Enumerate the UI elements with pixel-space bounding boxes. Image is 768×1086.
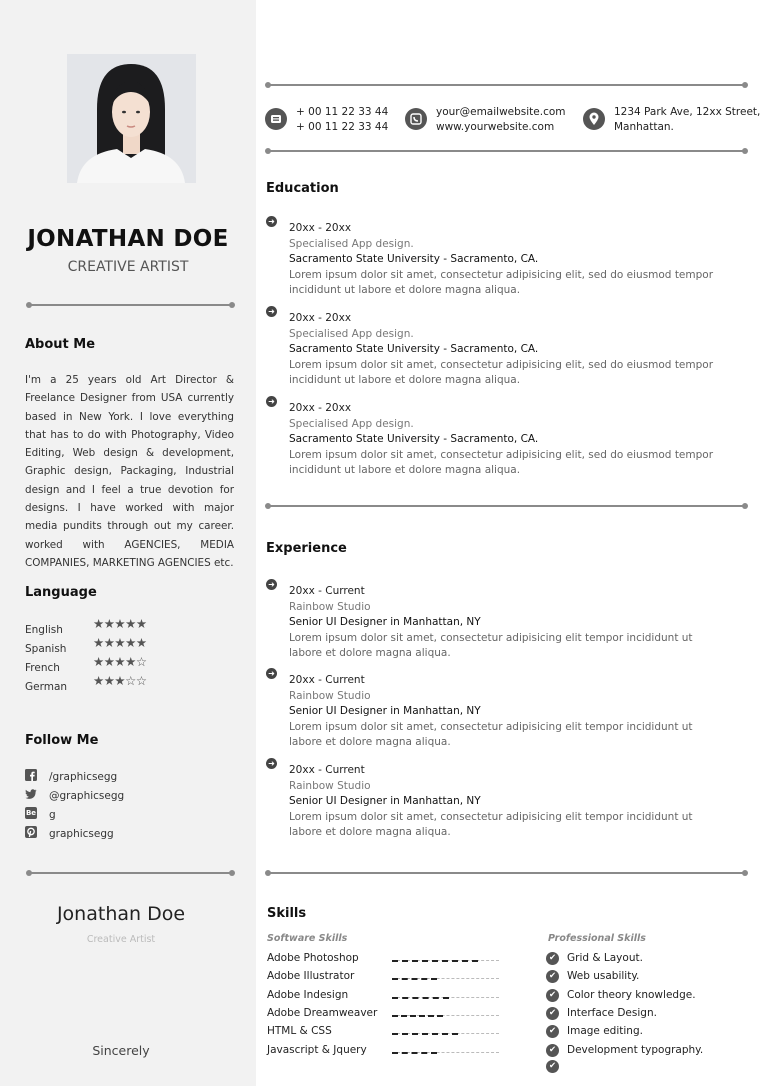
profile-title: CREATIVE ARTIST [67, 259, 189, 275]
skill-bar-fill [392, 1015, 443, 1017]
sidebar: JONATHAN DOE CREATIVE ARTIST About Me I'm a 25 years old Art Director & Freelance Designer from USA currently based in New York. I love everything that has to do with Photography, Video Editing, Web design & development, Graphic design, Packaging, Industrial design and I feel a true devotion for designs. I have worked with major media pundits through out my career. worked with AGENCIES, MEDIA COMPANIES, MARKETING AGENCIES etc. Language English ★★★★★ Spanish ★★★★★ French ★★★★☆ German ★★★☆☆ Follow Me /graphicsegg @graphicsegg Be g graphicsegg Jonathan Doe Creative Artist Sincerely [0, 0, 256, 1086]
software-skill-name: Adobe Photoshop [267, 952, 359, 964]
check-icon: ✔ [546, 1044, 559, 1057]
phone-icon [265, 108, 287, 130]
facebook-icon [25, 769, 37, 781]
contact-divider-bottom [266, 150, 747, 152]
pinterest-icon [25, 826, 37, 838]
check-icon: ✔ [546, 1060, 559, 1073]
arrow-right-icon: ➜ [266, 758, 277, 769]
skill-bar-fill [392, 997, 449, 999]
signature-name: Jonathan Doe [56, 903, 186, 925]
software-skill-name: Adobe Illustrator [267, 970, 355, 982]
rating-stars-icon: ★★★★★ [93, 635, 147, 650]
skill-bar [392, 1015, 499, 1018]
twitter-icon [25, 788, 37, 800]
education-entry: ➜ 20xx - 20xx Specialised App design. Sacramento State University - Sacramento, CA. Lorem ipsum dolor sit amet, consectetur adipisicing elit, sed do eiusmod tempor incididunt ut labore et dolore magna aliqua. [266, 311, 726, 389]
language-item: English [25, 624, 63, 636]
check-icon: ✔ [546, 989, 559, 1002]
professional-skills-heading: Professional Skills [548, 933, 646, 944]
language-heading: Language [25, 585, 97, 600]
skill-bar [392, 978, 499, 981]
contact-web: your@emailwebsite.com www.yourwebsite.com [405, 104, 580, 134]
rating-stars-icon: ★★★☆☆ [93, 673, 147, 688]
software-skill-name: Adobe Indesign [267, 989, 349, 1001]
profile-name: JONATHAN DOE [27, 226, 229, 252]
closing-text: Sincerely [92, 1043, 150, 1058]
location-pin-icon [583, 108, 605, 130]
rating-stars-icon: ★★★★☆ [93, 654, 147, 669]
skill-bar [392, 1033, 499, 1036]
language-item: German [25, 681, 68, 693]
education-entry: ➜ 20xx - 20xx Specialised App design. Sacramento State University - Sacramento, CA. Lorem ipsum dolor sit amet, consectetur adipisicing elit, sed do eiusmod tempor incididunt ut labore et dolore magna aliqua. [266, 401, 726, 479]
software-skills-heading: Software Skills [267, 933, 348, 944]
follow-heading: Follow Me [25, 733, 99, 748]
about-text: I'm a 25 years old Art Director & Freelance Designer from USA currently based in New York. I love everything that has to do with Photography, Video Editing, Web design & development, Graphic design, Packaging, Industrial design and I feel a true devotion for designs. I have worked with major media pundits through out my career. worked with AGENCIES, MEDIA COMPANIES, MARKETING AGENCIES etc. [25, 374, 234, 569]
software-skill-name: Adobe Dreamweaver [267, 1007, 378, 1019]
contact-phone: + 00 11 22 33 44 + 00 11 22 33 44 [265, 104, 405, 134]
contact-address: 1234 Park Ave, 12xx Street, Manhattan. [583, 104, 748, 134]
skill-bar [392, 960, 499, 963]
experience-entry: ➜ 20xx - Current Rainbow Studio Senior UI Designer in Manhattan, NY Lorem ipsum dolor sit amet, consectetur adipisicing elit tempor incididunt ut labore et dolore magna aliqua. [266, 763, 726, 841]
arrow-right-icon: ➜ [266, 216, 277, 227]
skill-bar [392, 997, 499, 1000]
check-icon: ✔ [546, 970, 559, 983]
arrow-right-icon: ➜ [266, 306, 277, 317]
skills-heading: Skills [267, 906, 307, 921]
software-skill-name: HTML & CSS [267, 1025, 332, 1037]
skill-bar-fill [392, 1033, 458, 1035]
experience-entry: ➜ 20xx - Current Rainbow Studio Senior UI Designer in Manhattan, NY Lorem ipsum dolor sit amet, consectetur adipisicing elit tempor incididunt ut labore et dolore magna aliqua. [266, 673, 726, 751]
experience-heading: Experience [266, 541, 347, 556]
signature-role: Creative Artist [86, 934, 156, 945]
check-icon: ✔ [546, 1025, 559, 1038]
check-icon: ✔ [546, 952, 559, 965]
education-entry: ➜ 20xx - 20xx Specialised App design. Sacramento State University - Sacramento, CA. Lorem ipsum dolor sit amet, consectetur adipisicing elit, sed do eiusmod tempor incididunt ut labore et dolore magna aliqua. [266, 221, 726, 299]
skill-bar-fill [392, 978, 437, 980]
software-skill-name: Javascript & Jquery [267, 1044, 367, 1056]
behance-icon: Be [25, 809, 37, 817]
sidebar-divider-top [27, 304, 234, 306]
education-divider [266, 505, 747, 507]
contact-divider-top [266, 84, 747, 86]
about-heading: About Me [25, 337, 96, 352]
skill-bar [392, 1052, 499, 1055]
rating-stars-icon: ★★★★★ [93, 616, 147, 631]
arrow-right-icon: ➜ [266, 668, 277, 679]
experience-divider [266, 872, 747, 874]
skill-bar-fill [392, 960, 478, 962]
arrow-right-icon: ➜ [266, 396, 277, 407]
education-heading: Education [266, 181, 339, 196]
email-phone-icon [405, 108, 427, 130]
language-item: French [25, 662, 60, 674]
skill-bar-fill [392, 1052, 437, 1054]
language-item: Spanish [25, 643, 67, 655]
profile-photo [67, 54, 196, 183]
arrow-right-icon: ➜ [266, 579, 277, 590]
experience-entry: ➜ 20xx - Current Rainbow Studio Senior UI Designer in Manhattan, NY Lorem ipsum dolor sit amet, consectetur adipisicing elit tempor incididunt ut labore et dolore magna aliqua. [266, 584, 726, 662]
sidebar-divider-bottom [27, 872, 234, 874]
check-icon: ✔ [546, 1007, 559, 1020]
